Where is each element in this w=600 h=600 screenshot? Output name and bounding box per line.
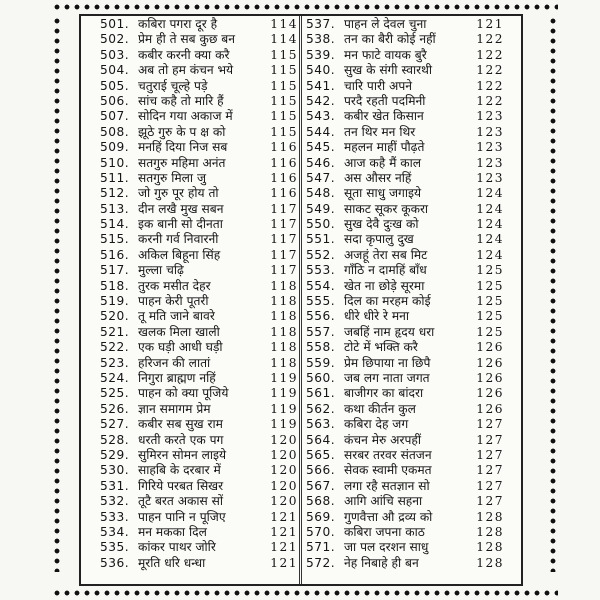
entry-number: 505.: [100, 78, 130, 93]
entry-title: कबीर सब सुख राम: [138, 417, 223, 432]
entry-page-number: 116: [270, 155, 298, 170]
entry-title: कंचन मेरु अरपहीं: [344, 432, 422, 447]
entry-page-number: 117: [270, 232, 298, 247]
entry-page-number: 128: [476, 509, 504, 524]
entry-page-number: 120: [270, 494, 298, 509]
entry-number: 570.: [306, 524, 336, 539]
bottom-dotted-border: [52, 588, 558, 598]
entry-number: 568.: [306, 494, 336, 509]
entry-number: 546.: [306, 155, 336, 170]
entry-page-number: 115: [270, 47, 298, 62]
index-entry: [306, 171, 512, 186]
index-entry: [306, 540, 512, 555]
index-entry: [100, 417, 306, 432]
entry-title: जबहिं नाम हृदय धरा: [344, 324, 435, 339]
entry-title: साहबि के दरबार में: [138, 463, 221, 478]
entry-title: तन थिर मन थिर: [344, 124, 416, 139]
entry-page-number: 122: [476, 32, 504, 47]
entry-page-number: 119: [270, 401, 298, 416]
entry-page-number: 118: [270, 324, 298, 339]
entry-number: 511.: [100, 170, 130, 185]
entry-title: खलक मिला खाली: [138, 324, 220, 339]
entry-title: जब लग नाता जगत: [344, 370, 430, 385]
index-entry: [306, 356, 512, 371]
index-entry: [306, 63, 512, 78]
entry-number: 565.: [306, 447, 336, 462]
entry-number: 542.: [306, 93, 336, 108]
entry-title: एक घड़ी आधी घड़ी: [138, 340, 223, 355]
entry-number: 552.: [306, 247, 336, 262]
entry-title: बाजीगर का बांदरा: [344, 386, 424, 401]
index-entry: [306, 463, 512, 478]
entry-page-number: 127: [476, 447, 504, 462]
index-entry: [100, 309, 306, 324]
entry-title: कबीर खेत किसान: [344, 109, 424, 124]
entry-number: 533.: [100, 509, 130, 524]
entry-number: 549.: [306, 201, 336, 216]
entry-title: नेह निबाहे ही बन: [344, 555, 419, 570]
entry-title: सुमिरन सोमन लाइये: [138, 447, 227, 462]
entry-title: गाँठि न दामहिं बाँध: [344, 263, 427, 278]
entry-page-number: 121: [270, 509, 298, 524]
entry-number: 541.: [306, 78, 336, 93]
entry-page-number: 115: [270, 78, 298, 93]
entry-number: 502.: [100, 32, 130, 47]
index-entry: [100, 356, 306, 371]
index-entry: [306, 17, 512, 32]
entry-page-number: 122: [476, 47, 504, 62]
entry-title: अब तो हम कंचन भये: [138, 63, 234, 78]
entry-number: 534.: [100, 524, 130, 539]
entry-page-number: 120: [270, 447, 298, 462]
entry-number: 556.: [306, 309, 336, 324]
right-dotted-border: [548, 16, 558, 572]
entry-title: कांकर पाथर जोरि: [138, 540, 216, 555]
index-entry: [100, 494, 306, 509]
entry-number: 525.: [100, 386, 130, 401]
entry-number: 516.: [100, 247, 130, 262]
entry-page-number: 118: [270, 355, 298, 370]
entry-title: टोटे में भक्ति करै: [344, 340, 418, 355]
entry-title: सतगुरु महिमा अनंत: [138, 155, 226, 170]
entry-number: 509.: [100, 140, 130, 155]
entry-page-number: 116: [270, 140, 298, 155]
entry-page-number: 121: [270, 540, 298, 555]
entry-number: 547.: [306, 170, 336, 185]
entry-title: पाहन को क्या पूजिये: [138, 386, 229, 401]
entry-page-number: 115: [270, 124, 298, 139]
entry-title: सोदिन गया अकाज में: [138, 109, 233, 124]
index-entry: [100, 217, 306, 232]
index-entry: [306, 94, 512, 109]
entry-page-number: 118: [270, 294, 298, 309]
entry-page-number: 121: [270, 524, 298, 539]
entry-number: 545.: [306, 140, 336, 155]
entry-page-number: 128: [476, 524, 504, 539]
entry-title: सांच कहै तो मारि हैं: [138, 93, 224, 108]
entry-number: 504.: [100, 63, 130, 78]
entry-number: 548.: [306, 186, 336, 201]
entry-page-number: 117: [270, 217, 298, 232]
entry-title: निगुरा ब्राह्मण नहिं: [138, 370, 216, 385]
entry-number: 562.: [306, 401, 336, 416]
index-entry: [306, 202, 512, 217]
index-entry: [100, 510, 306, 525]
entry-title: मनहिं दिया निज सब: [138, 140, 228, 155]
entry-title: कथा कीर्तन कुल: [344, 401, 416, 416]
entry-page-number: 119: [270, 370, 298, 385]
entry-title: मुल्ला चढ़ि: [138, 263, 184, 278]
entry-title: सरबर तरवर संतजन: [344, 447, 432, 462]
entry-page-number: 128: [476, 540, 504, 555]
index-entry: [306, 525, 512, 540]
entry-number: 536.: [100, 555, 130, 570]
entry-page-number: 115: [270, 109, 298, 124]
entry-title: अजहूं तेरा सब मिट: [344, 247, 428, 262]
index-entry: [100, 325, 306, 340]
entry-number: 529.: [100, 447, 130, 462]
entry-page-number: 114: [270, 32, 298, 47]
entry-number: 569.: [306, 509, 336, 524]
entry-page-number: 116: [270, 186, 298, 201]
entry-page-number: 126: [476, 401, 504, 416]
entry-page-number: 123: [476, 109, 504, 124]
entry-page-number: 118: [270, 278, 298, 293]
left-dotted-border: [52, 16, 62, 572]
entry-page-number: 124: [476, 247, 504, 262]
entry-page-number: 126: [476, 370, 504, 385]
entry-number: 523.: [100, 355, 130, 370]
entry-title: महलन माहीं पौढ़ते: [344, 140, 425, 155]
entry-number: 527.: [100, 417, 130, 432]
entry-page-number: 128: [476, 555, 504, 570]
entry-number: 564.: [306, 432, 336, 447]
index-entry: [306, 125, 512, 140]
entry-number: 519.: [100, 294, 130, 309]
entry-page-number: 123: [476, 140, 504, 155]
entry-title: मन फाटे वायक बुरै: [344, 47, 427, 62]
entry-page-number: 123: [476, 155, 504, 170]
entry-number: 553.: [306, 263, 336, 278]
entry-title: कबीर करनी क्या करै: [138, 47, 230, 62]
entry-title: प्रेम छिपाया ना छिपै: [344, 355, 431, 370]
entry-title: तुरक मसीत देहर: [138, 278, 211, 293]
entry-title: चारि पारी अपने: [344, 78, 413, 93]
entry-page-number: 127: [476, 494, 504, 509]
entry-number: 567.: [306, 478, 336, 493]
entry-page-number: 122: [476, 78, 504, 93]
entry-number: 559.: [306, 355, 336, 370]
entry-number: 514.: [100, 217, 130, 232]
entry-page-number: 125: [476, 278, 504, 293]
entry-number: 566.: [306, 463, 336, 478]
entry-number: 572.: [306, 555, 336, 570]
entry-title: करनी गर्व निवारनी: [138, 232, 219, 247]
entry-number: 530.: [100, 463, 130, 478]
entry-title: जा पल दरशन साधु: [344, 540, 429, 555]
index-entry: [306, 294, 512, 309]
entry-number: 521.: [100, 324, 130, 339]
index-entry: [100, 232, 306, 247]
index-entry: [306, 479, 512, 494]
entry-page-number: 125: [476, 309, 504, 324]
entry-title: पाहन पानि न पूजिए: [138, 509, 226, 524]
entry-number: 538.: [306, 32, 336, 47]
entry-page-number: 127: [476, 463, 504, 478]
entry-title: साकट सूकर कूकरा: [344, 201, 429, 216]
entry-page-number: 124: [476, 232, 504, 247]
entry-page-number: 114: [270, 17, 298, 31]
entry-title: कबिरा पगरा दूर है: [138, 17, 218, 31]
entry-page-number: 127: [476, 478, 504, 493]
entry-title: सेवक स्वामी एकमत: [344, 463, 432, 478]
index-entry: [100, 171, 306, 186]
entry-page-number: 122: [476, 63, 504, 78]
index-entry: [100, 156, 306, 171]
entry-title: सुख देवै दुःख को: [344, 217, 419, 232]
entry-title: गुणवैत्ता औ द्रव्य को: [344, 509, 433, 524]
entry-number: 540.: [306, 63, 336, 78]
entry-title: आगि आंचि सहना: [344, 494, 423, 509]
index-entry: [306, 417, 512, 432]
entry-title: धरती करते एक पग: [138, 432, 224, 447]
entry-number: 508.: [100, 124, 130, 139]
entry-title: धीरे धीरे रे मना: [344, 309, 410, 324]
entry-number: 539.: [306, 47, 336, 62]
entry-title: सतगुरु मिला जु: [138, 170, 206, 185]
index-entry: [100, 17, 306, 32]
entry-page-number: 126: [476, 386, 504, 401]
entry-number: 507.: [100, 109, 130, 124]
entry-title: तन का बैरी कोई नहीं: [344, 32, 436, 47]
index-entry: [100, 340, 306, 355]
entry-page-number: 122: [476, 93, 504, 108]
index-entry: [306, 325, 512, 340]
entry-page-number: 127: [476, 432, 504, 447]
entry-title: तूटै बरत अकास सों: [138, 494, 224, 509]
entry-page-number: 115: [270, 63, 298, 78]
index-entry: [306, 32, 512, 47]
index-entry: [100, 279, 306, 294]
index-entry: [306, 309, 512, 324]
entry-number: 544.: [306, 124, 336, 139]
entry-number: 555.: [306, 294, 336, 309]
entry-title: सूता साधु जगाइये: [344, 186, 422, 201]
entry-number: 515.: [100, 232, 130, 247]
index-entry: [100, 402, 306, 417]
entry-title: ज्ञान समागम प्रेम: [138, 401, 211, 416]
entry-number: 510.: [100, 155, 130, 170]
entry-number: 551.: [306, 232, 336, 247]
index-entry: [306, 186, 512, 201]
index-entry: [306, 248, 512, 263]
entry-title: दीन लखै मुख सबन: [138, 201, 224, 216]
entry-title: खेत ना छोड़े सूरमा: [344, 278, 425, 293]
entry-title: प्रेम ही ते सब कुछ बन: [138, 32, 235, 47]
index-entry: [306, 109, 512, 124]
entry-number: 501.: [100, 17, 130, 31]
index-entry: [100, 433, 306, 448]
index-entry: [100, 479, 306, 494]
entry-number: 535.: [100, 540, 130, 555]
entry-page-number: 123: [476, 170, 504, 185]
entry-title: झूठे गुरु के प क्ष को: [138, 124, 226, 139]
entry-number: 526.: [100, 401, 130, 416]
index-entry: [306, 371, 512, 386]
entry-number: 524.: [100, 370, 130, 385]
entry-number: 520.: [100, 309, 130, 324]
entry-title: चतुराई चूल्हे पड़े: [138, 78, 208, 93]
entry-title: सदा कृपालु दुख: [344, 232, 414, 247]
entry-number: 503.: [100, 47, 130, 62]
entry-title: कबिरा देह जग: [344, 417, 409, 432]
entry-number: 571.: [306, 540, 336, 555]
index-entry: [306, 448, 512, 463]
index-entry: [306, 433, 512, 448]
index-entry: [100, 94, 306, 109]
entry-page-number: 125: [476, 324, 504, 339]
entry-number: 543.: [306, 109, 336, 124]
right-index-column: [306, 17, 512, 571]
entry-title: मूरति धरि धन्धा: [138, 555, 206, 570]
entry-number: 518.: [100, 278, 130, 293]
entry-title: तू मति जाने बावरे: [138, 309, 215, 324]
index-entry: [306, 217, 512, 232]
entry-number: 513.: [100, 201, 130, 216]
entry-page-number: 124: [476, 186, 504, 201]
entry-title: पाहन केरी पूतरी: [138, 294, 209, 309]
entry-number: 517.: [100, 263, 130, 278]
entry-title: आज कहै मैं काल: [344, 155, 422, 170]
index-entry: [100, 48, 306, 63]
entry-number: 512.: [100, 186, 130, 201]
index-entry: [100, 109, 306, 124]
entry-page-number: 120: [270, 432, 298, 447]
entry-page-number: 117: [270, 247, 298, 262]
index-entry: [306, 156, 512, 171]
entry-page-number: 116: [270, 170, 298, 185]
entry-page-number: 119: [270, 417, 298, 432]
index-entry: [100, 248, 306, 263]
index-entry: [306, 494, 512, 509]
index-entry: [100, 263, 306, 278]
entry-number: 528.: [100, 432, 130, 447]
index-entry: [306, 386, 512, 401]
index-entry: [100, 32, 306, 47]
index-entry: [100, 371, 306, 386]
top-dotted-border: [52, 2, 558, 12]
entry-title: पाहन ले देवल चुना: [344, 17, 427, 31]
entry-title: सुख के संगी स्वारथी: [344, 63, 433, 78]
entry-title: हरिजन की लातां: [138, 355, 211, 370]
index-entry: [100, 202, 306, 217]
entry-page-number: 121: [476, 17, 504, 31]
index-entry: [306, 556, 512, 571]
entry-page-number: 121: [270, 555, 298, 570]
entry-page-number: 126: [476, 340, 504, 355]
index-entry: [306, 510, 512, 525]
entry-title: मन मकका दिल: [138, 524, 207, 539]
entry-page-number: 118: [270, 309, 298, 324]
entry-page-number: 126: [476, 355, 504, 370]
entry-title: इक बानी सो दीनता: [138, 217, 223, 232]
entry-page-number: 120: [270, 478, 298, 493]
index-entry: [100, 186, 306, 201]
entry-page-number: 119: [270, 386, 298, 401]
entry-page-number: 120: [270, 463, 298, 478]
entry-page-number: 125: [476, 294, 504, 309]
entry-page-number: 127: [476, 417, 504, 432]
index-entry: [306, 263, 512, 278]
index-entry: [306, 140, 512, 155]
entry-title: अकिल बिहूना सिंह: [138, 247, 221, 262]
entry-page-number: 124: [476, 201, 504, 216]
entry-number: 531.: [100, 478, 130, 493]
index-entry: [100, 79, 306, 94]
index-entry: [100, 448, 306, 463]
entry-number: 563.: [306, 417, 336, 432]
entry-title: जो गुरु पूर होय तो: [138, 186, 219, 201]
index-entry: [100, 386, 306, 401]
index-entry: [306, 79, 512, 94]
entry-page-number: 117: [270, 201, 298, 216]
entry-page-number: 115: [270, 93, 298, 108]
index-entry: [100, 294, 306, 309]
index-entry: [306, 279, 512, 294]
index-entry: [306, 48, 512, 63]
entry-title: दिल का मरहम कोई: [344, 294, 431, 309]
entry-title: कबिरा जपना काठ: [344, 524, 425, 539]
entry-number: 537.: [306, 17, 336, 31]
index-entry: [100, 556, 306, 571]
entry-number: 554.: [306, 278, 336, 293]
entry-number: 557.: [306, 324, 336, 339]
index-entry: [306, 402, 512, 417]
left-index-column: [100, 17, 306, 571]
entry-number: 532.: [100, 494, 130, 509]
entry-title: लगा रहै सतज्ञान सो: [344, 478, 430, 493]
entry-title: गिरिये परबत सिखर: [138, 478, 224, 493]
index-entry: [100, 125, 306, 140]
entry-page-number: 123: [476, 124, 504, 139]
entry-number: 558.: [306, 340, 336, 355]
index-entry: [306, 340, 512, 355]
entry-number: 561.: [306, 386, 336, 401]
entry-page-number: 117: [270, 263, 298, 278]
index-entry: [100, 463, 306, 478]
entry-page-number: 125: [476, 263, 504, 278]
entry-title: अस औसर नहिं: [344, 170, 412, 185]
index-entry: [100, 63, 306, 78]
entry-number: 560.: [306, 370, 336, 385]
entry-title: परदै रहती पदमिनी: [344, 93, 426, 108]
index-entry: [100, 540, 306, 555]
entry-number: 522.: [100, 340, 130, 355]
index-entry: [306, 232, 512, 247]
entry-page-number: 124: [476, 217, 504, 232]
entry-number: 506.: [100, 93, 130, 108]
index-entry: [100, 525, 306, 540]
entry-number: 550.: [306, 217, 336, 232]
index-entry: [100, 140, 306, 155]
entry-page-number: 118: [270, 340, 298, 355]
